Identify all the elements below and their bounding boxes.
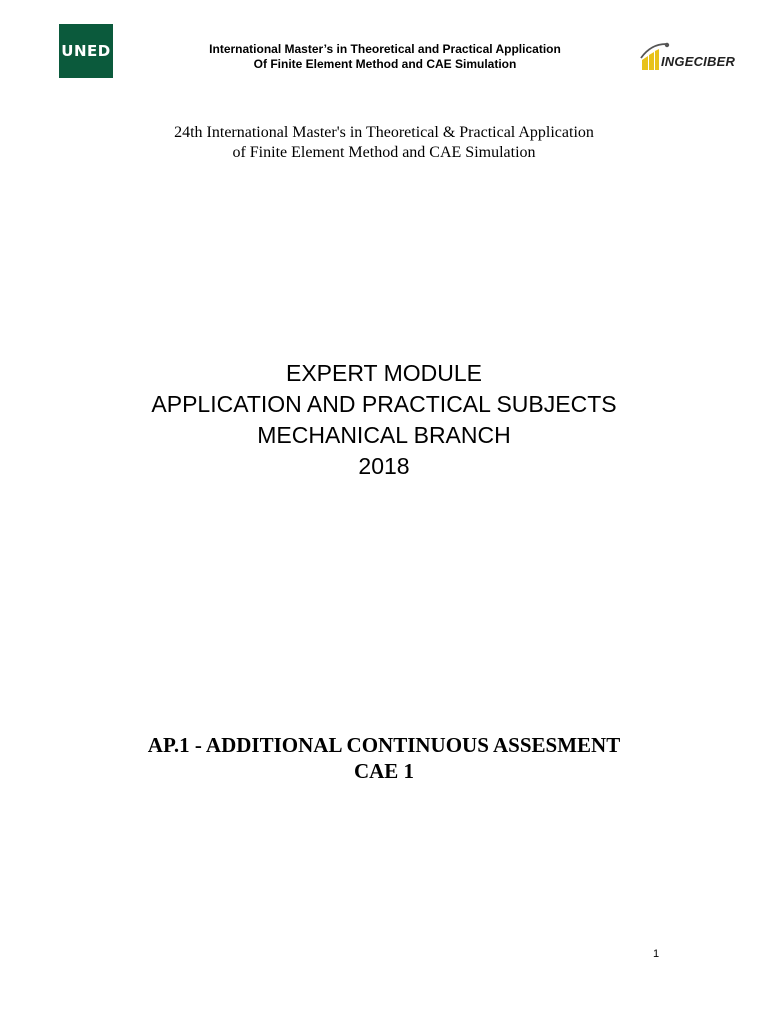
header-line-1: International Master’s in Theoretical and Practical Application — [209, 42, 561, 56]
ingeciber-logo — [638, 40, 750, 74]
module-title — [84, 358, 684, 482]
page-number: 1 — [652, 948, 660, 960]
header-line-2: Of Finite Element Method and CAE Simulation — [253, 57, 517, 71]
subtitle-line-2: of Finite Element Method and CAE Simulation — [232, 144, 536, 161]
program-subtitle — [84, 123, 684, 163]
module-line-1: EXPERT MODULE — [286, 360, 482, 386]
module-line-4: 2018 — [358, 453, 410, 479]
assessment-line-2: CAE 1 — [353, 759, 415, 783]
running-header — [140, 42, 630, 72]
assessment-line-1: AP.1 - ADDITIONAL CONTINUOUS ASSESMENT — [147, 733, 621, 757]
ingeciber-logo-text: INGECIBER — [661, 54, 736, 69]
uned-logo — [59, 24, 113, 78]
assessment-title — [84, 732, 684, 784]
subtitle-line-1: 24th International Master's in Theoretical & Practical Application — [174, 124, 594, 141]
module-line-3: MECHANICAL BRANCH — [257, 422, 511, 448]
uned-logo-text: UNED — [61, 42, 111, 60]
module-line-2: APPLICATION AND PRACTICAL SUBJECTS — [151, 391, 617, 417]
